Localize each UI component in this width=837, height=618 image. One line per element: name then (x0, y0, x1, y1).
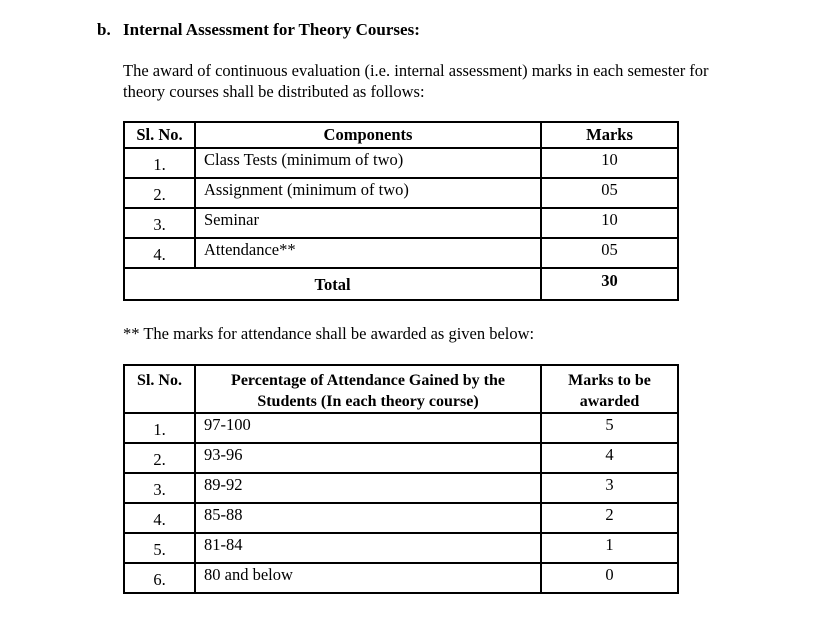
marks-cell: 4 (541, 443, 678, 473)
table-row (124, 503, 678, 533)
component-cell: Assignment (minimum of two) (195, 178, 541, 208)
range-cell: 81-84 (195, 533, 541, 563)
table-row (124, 148, 678, 178)
table-row (124, 413, 678, 443)
table-row (124, 533, 678, 563)
sl-no-cell: 5. (124, 533, 195, 563)
component-cell: Seminar (195, 208, 541, 238)
sl-no-cell: 3. (124, 208, 195, 238)
marks-cell: 2 (541, 503, 678, 533)
sl-no-cell: 6. (124, 563, 195, 593)
table-header-row (124, 122, 678, 148)
marks-cell: 0 (541, 563, 678, 593)
assessment-components-table (123, 121, 679, 301)
range-cell: 97-100 (195, 413, 541, 443)
section-heading-title: Internal Assessment for Theory Courses: (123, 20, 420, 39)
sl-no-cell: 4. (124, 238, 195, 268)
table-row (124, 238, 678, 268)
table-total-row (124, 268, 678, 300)
section-heading-label: b. (97, 20, 111, 39)
table-row (124, 208, 678, 238)
marks-cell: 05 (541, 178, 678, 208)
marks-cell: 5 (541, 413, 678, 443)
sl-no-cell: 3. (124, 473, 195, 503)
attendance-footnote: ** The marks for attendance shall be awarded as given below: (123, 324, 535, 343)
total-label-cell: Total (124, 268, 541, 300)
sl-no-cell: 2. (124, 178, 195, 208)
header-marks: Marks (541, 122, 678, 148)
sl-no-cell: 4. (124, 503, 195, 533)
sl-no-cell: 1. (124, 148, 195, 178)
intro-paragraph (123, 60, 837, 102)
header-marks-awarded: Marks to be awarded (541, 365, 678, 413)
header-sl-no: Sl. No. (124, 365, 195, 413)
marks-cell: 10 (541, 208, 678, 238)
table-row (124, 178, 678, 208)
intro-line-1: The award of continuous evaluation (i.e. internal assessment) marks in each semester for (123, 61, 709, 80)
intro-line-2: theory courses shall be distributed as follows: (123, 82, 425, 101)
header-percentage: Percentage of Attendance Gained by the Students (In each theory course) (195, 365, 541, 413)
header-components: Components (195, 122, 541, 148)
marks-cell: 05 (541, 238, 678, 268)
table-row (124, 443, 678, 473)
table-row (124, 563, 678, 593)
sl-no-cell: 2. (124, 443, 195, 473)
range-cell: 85-88 (195, 503, 541, 533)
table-row (124, 473, 678, 503)
range-cell: 93-96 (195, 443, 541, 473)
header-sl-no: Sl. No. (124, 122, 195, 148)
section-heading (97, 19, 837, 40)
marks-cell: 3 (541, 473, 678, 503)
attendance-marks-table (123, 364, 679, 594)
marks-cell: 1 (541, 533, 678, 563)
marks-cell: 10 (541, 148, 678, 178)
range-cell: 80 and below (195, 563, 541, 593)
component-cell: Attendance** (195, 238, 541, 268)
component-cell: Class Tests (minimum of two) (195, 148, 541, 178)
range-cell: 89-92 (195, 473, 541, 503)
total-marks-cell: 30 (541, 268, 678, 300)
sl-no-cell: 1. (124, 413, 195, 443)
table-header-row (124, 365, 678, 413)
